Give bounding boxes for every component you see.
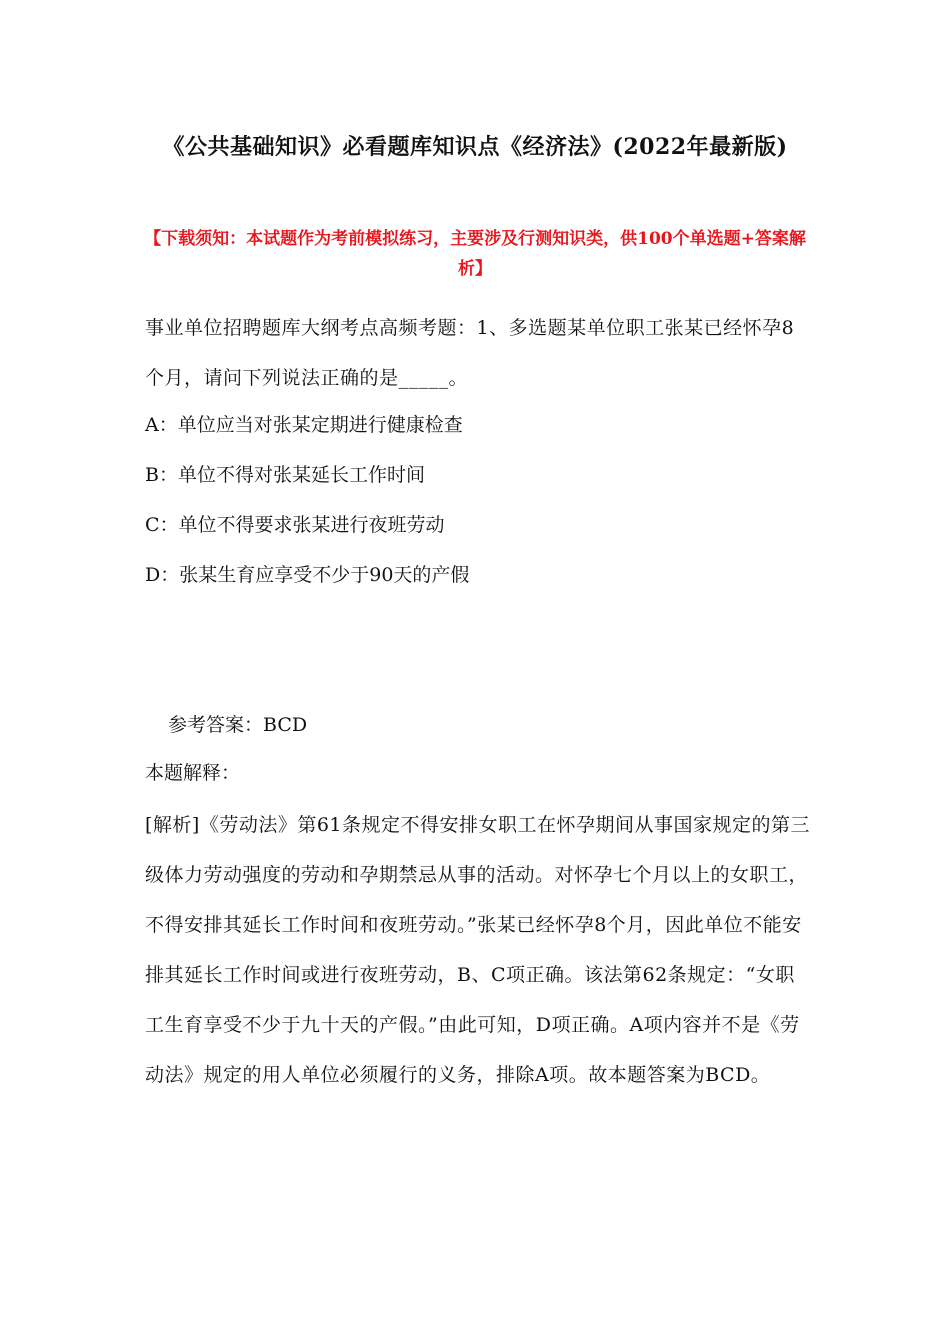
reference-answer: 参考答案：BCD [168,714,308,736]
option-b: B：单位不得对张某延长工作时间 [145,464,425,486]
explanation-text: [解析]《劳动法》第61条规定不得安排女职工在怀孕期间从事国家规定的第三级体力劳动强度的劳动和孕期禁忌从事的活动。对怀孕七个月以上的女职工，不得安排其延长工作时间和夜班劳动。”张某已经怀孕8个月，因此单位不能安排其延长工作时间或进行夜班劳动，B、C项正确。该法第62条规定：“女职工生育享受不少于九十天的产假。”由此可知，D项正确。A项内容并不是《劳动法》规定的用人单位必须履行的义务，排除A项。故本题答案为BCD。 [145,814,811,1086]
question-text: 事业单位招聘题库大纲考点高频考题：1、多选题某单位职工张某已经怀孕8个月，请问下列说法正确的是_____。 [145,317,795,389]
option-a: A：单位应当对张某定期进行健康检查 [145,414,463,436]
option-c: C：单位不得要求张某进行夜班劳动 [145,514,445,536]
document-title: 《公共基础知识》必看题库知识点《经济法》(2022年最新版) [162,134,788,160]
option-d: D：张某生育应享受不少于90天的产假 [145,564,470,586]
explanation-label: 本题解释： [145,762,241,784]
download-notice: 【下载须知：本试题作为考前模拟练习，主要涉及行测知识类，供100个单选题+答案解析】 [144,229,806,279]
